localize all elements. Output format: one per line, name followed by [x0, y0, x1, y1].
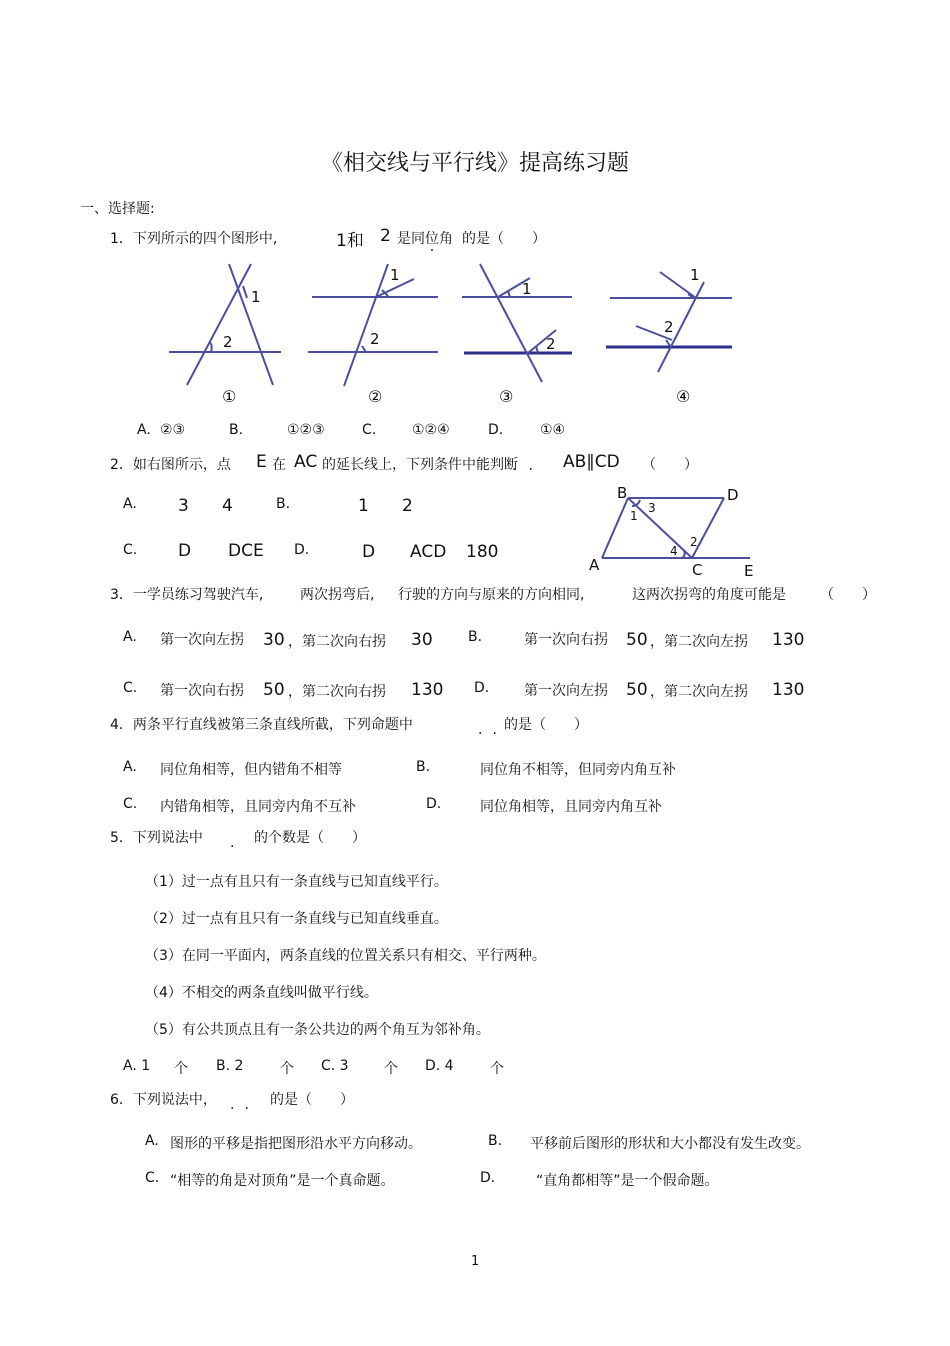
q1-option-b-text: ①②③ — [287, 422, 325, 438]
q2-option-c-v1: D — [178, 541, 192, 561]
q6-emph-dots: ·· — [230, 1101, 259, 1117]
q2-segment-ac: AC — [294, 452, 318, 472]
fig1-label-1: 1 — [251, 288, 261, 306]
q2-label-3: 3 — [648, 501, 656, 515]
q1-option-a-letter: A. — [137, 422, 151, 438]
q5-option-b-unit: 个 — [280, 1061, 294, 1077]
q6-option-b-letter: B. — [488, 1133, 503, 1149]
q2-figure — [586, 484, 766, 580]
q4-prefix: 4．两条平行直线被第三条直线所截，下列命题中 — [110, 717, 413, 733]
q2-line-cd — [692, 498, 724, 558]
q3-option-c-letter: C. — [123, 680, 138, 696]
q3-option-a-t1: 第一次向左拐 — [160, 632, 244, 648]
page-title: 《相交线与平行线》提高练习题 — [320, 151, 629, 176]
q3-option-d-v2: 130 — [772, 680, 805, 700]
q3-option-c-v1: 50 — [263, 680, 285, 700]
fig3-label-1: 1 — [522, 280, 532, 298]
q3-option-b-t2: ，第二次向左拐 — [650, 634, 748, 650]
q6-option-c-text: “相等的角是对顶角”是一个真命题。 — [170, 1173, 395, 1189]
q1-prefix: 1．下列所示的四个图形中, — [110, 231, 278, 247]
q5-option-a-unit: 个 — [174, 1061, 188, 1077]
q4-option-b-text: 同位角不相等，但同旁内角互补 — [480, 762, 676, 778]
q1-option-d-text: ①④ — [540, 422, 566, 438]
fig2-label-1: 1 — [390, 266, 400, 284]
fig3-transversal — [480, 264, 542, 382]
q3-option-a-v2: 30 — [411, 630, 433, 650]
q4-option-d-letter: D. — [426, 796, 442, 812]
q2-option-d-v3: 180 — [466, 542, 499, 562]
q5-item-4: （4）不相交的两条直线叫做平行线。 — [145, 985, 378, 1001]
q2-line-bc — [628, 498, 692, 558]
fig2-caption: ② — [368, 387, 383, 406]
q5-option-d-unit: 个 — [490, 1061, 504, 1077]
q3-option-b-t1: 第一次向右拐 — [524, 632, 608, 648]
fig1-angle1-arc — [243, 286, 247, 298]
q2-option-d-v1: D — [362, 542, 376, 562]
q2-option-a-v2: 4 — [222, 496, 233, 516]
q6-option-c-letter: C. — [145, 1170, 160, 1186]
q5-item-2: （2）过一点有且只有一条直线与已知直线垂直。 — [145, 911, 448, 927]
q1-option-c-text: ①②④ — [412, 422, 450, 438]
q4-option-c-text: 内错角相等，且同旁内角不互补 — [160, 799, 356, 815]
q2-line-ab — [602, 498, 628, 558]
q1-figure-3 — [460, 262, 575, 387]
q5-item-5: （5）有公共顶点且有一条公共边的两个角互为邻补角。 — [145, 1022, 490, 1038]
q5-option-c-unit: 个 — [384, 1061, 398, 1077]
q1-option-c-letter: C. — [362, 422, 377, 438]
q3-option-c-t1: 第一次向右拐 — [160, 683, 244, 699]
q4-option-a-letter: A. — [123, 759, 137, 775]
fig2-transversal — [344, 264, 388, 386]
q3-option-b-v2: 130 — [772, 630, 805, 650]
q3-option-a-v1: 30 — [263, 630, 285, 650]
q2-option-b-v2: 2 — [402, 496, 413, 516]
fig4-caption: ④ — [676, 387, 691, 406]
page-number: 1 — [471, 1254, 480, 1269]
q1-angle1: 1和 — [336, 231, 364, 251]
q2-label-2: 2 — [690, 535, 698, 549]
q2-label-1: 1 — [630, 509, 638, 523]
q5-suffix: 的个数是（ ） — [254, 830, 366, 846]
q3-option-b-letter: B. — [468, 629, 483, 645]
q6-option-a-letter: A. — [145, 1133, 159, 1149]
fig1-caption: ① — [222, 387, 237, 406]
fig4-angle-mark-2 — [666, 340, 670, 346]
q3-paren: （ ） — [820, 587, 876, 603]
q3-option-c-t2: ，第二次向右拐 — [288, 684, 386, 700]
q2-paren: （ ） — [642, 457, 698, 473]
q3-option-d-v1: 50 — [626, 680, 648, 700]
fig1-right-line — [229, 264, 273, 385]
q1-figure-1 — [165, 262, 285, 387]
q6-prefix: 6．下列说法中， — [110, 1092, 217, 1108]
q2-label-4: 4 — [670, 544, 678, 558]
q3-option-d-letter: D. — [474, 680, 490, 696]
q1-suffix: 的是（ ） — [462, 231, 546, 247]
q2-label-b: B — [617, 484, 628, 502]
q4-option-b-letter: B. — [416, 759, 431, 775]
q4-option-d-text: 同位角相等，且同旁内角互补 — [480, 799, 662, 815]
q4-suffix: 的是（ ） — [504, 717, 588, 733]
q3-option-d-t2: ，第二次向左拐 — [650, 684, 748, 700]
q2-option-d-letter: D. — [294, 542, 310, 558]
q5-item-3: （3）在同一平面内，两条直线的位置关系只有相交、平行两种。 — [145, 948, 546, 964]
q3-option-a-letter: A. — [123, 629, 137, 645]
q1-angle2: 2 — [380, 226, 391, 246]
q1-mid-plain: 是 — [397, 231, 411, 247]
q5-option-b-label: B. 2 — [216, 1058, 244, 1074]
q5-option-c-label: C. 3 — [321, 1058, 349, 1074]
q2-option-c-v2: DCE — [228, 541, 264, 561]
q4-option-c-letter: C. — [123, 796, 138, 812]
q1-option-d-letter: D. — [488, 422, 504, 438]
q2-label-c: C — [692, 561, 703, 579]
q2-option-d-v2: ACD — [410, 542, 447, 562]
q3-part1: 3．一学员练习驾驶汽车, — [110, 587, 264, 603]
q2-zai: 在 — [272, 457, 286, 473]
q1-option-b-letter: B. — [229, 422, 244, 438]
q3-part3: 行驶的方向与原来的方向相同, — [398, 587, 585, 603]
fig1-label-2: 2 — [223, 333, 233, 351]
q4-emph-dots: ·· — [478, 726, 507, 742]
q2-angle-mark-c — [682, 550, 685, 558]
q5-item-1: （1）过一点有且只有一条直线与已知直线平行。 — [145, 874, 448, 890]
q3-option-b-v1: 50 — [626, 630, 648, 650]
q6-option-d-text: “直角都相等”是一个假命题。 — [536, 1173, 719, 1189]
q3-option-a-t2: ，第二次向右拐 — [288, 634, 386, 650]
q2-option-a-letter: A. — [123, 496, 137, 512]
q2-option-b-v1: 1 — [358, 496, 369, 516]
q6-suffix: 的是（ ） — [270, 1092, 354, 1108]
q2-label-e: E — [744, 562, 754, 580]
q5-option-d-label: D. 4 — [425, 1058, 454, 1074]
fig4-label-2: 2 — [664, 318, 674, 336]
fig1-left-line — [187, 264, 251, 385]
q3-option-d-t1: 第一次向左拐 — [524, 683, 608, 699]
fig3-caption: ③ — [499, 387, 514, 406]
q2-prefix: 2．如右图所示，点 — [110, 457, 231, 473]
q6-option-a-text: 图形的平移是指把图形沿水平方向移动。 — [170, 1136, 422, 1152]
q2-option-c-letter: C. — [123, 542, 138, 558]
q1-figure-2 — [306, 262, 441, 387]
q3-part2: 两次拐弯后, — [300, 587, 375, 603]
q2-mid: 的延长线上，下列条件中能判断 — [322, 457, 518, 473]
q2-label-d: D — [727, 486, 739, 504]
section-heading: 一、选择题: — [80, 201, 155, 217]
q5-option-a-label: A. 1 — [123, 1058, 151, 1074]
q1-emph-char: 同位角 — [411, 231, 453, 247]
q6-option-d-letter: D. — [480, 1170, 496, 1186]
q3-option-c-v2: 130 — [411, 680, 444, 700]
q5-prefix: 5．下列说法中 — [110, 830, 203, 846]
q1-figure-4 — [604, 262, 736, 387]
q2-option-a-v1: 3 — [178, 496, 189, 516]
q4-option-a-text: 同位角相等，但内错角不相等 — [160, 762, 342, 778]
q3-part4: 这两次拐弯的角度可能是 — [632, 587, 786, 603]
q1-mid — [397, 228, 453, 248]
q6-option-b-text: 平移前后图形的形状和大小都没有发生改变。 — [530, 1136, 810, 1152]
q2-label-a: A — [589, 556, 600, 574]
q2-option-b-letter: B. — [276, 496, 291, 512]
q2-ab-parallel-cd: AB∥CD — [563, 452, 620, 472]
fig3-label-2: 2 — [546, 335, 556, 353]
fig4-label-1: 1 — [690, 266, 700, 284]
q1-option-a-text: ②③ — [160, 422, 186, 438]
fig2-label-2: 2 — [370, 330, 380, 348]
q2-emph-dots: ·· — [512, 462, 545, 478]
q2-point-e: E — [256, 452, 267, 472]
q5-emph-dot: · — [230, 839, 235, 855]
